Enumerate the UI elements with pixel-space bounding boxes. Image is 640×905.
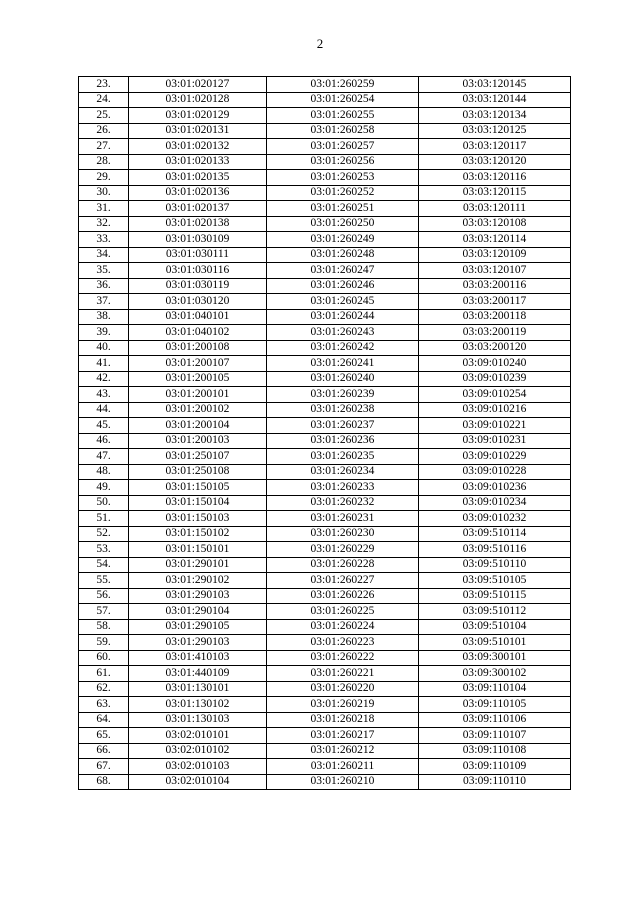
code-cell-col2: 03:01:260212 xyxy=(267,743,419,759)
page-number: 2 xyxy=(316,36,324,51)
table-row xyxy=(79,418,571,434)
code-cell-col3: 03:09:510105 xyxy=(419,573,571,589)
code-cell-col1: 03:01:130101 xyxy=(129,681,267,697)
code-cell-col3: 03:09:510104 xyxy=(419,619,571,635)
row-number-cell: 51. xyxy=(79,511,129,527)
code-cell-col3: 03:09:300102 xyxy=(419,666,571,682)
table-row xyxy=(79,650,571,666)
table-row xyxy=(79,108,571,124)
code-cell-col3: 03:09:110105 xyxy=(419,697,571,713)
table-row xyxy=(79,495,571,511)
row-number-cell: 28. xyxy=(79,154,129,170)
table-row xyxy=(79,263,571,279)
code-cell-col2: 03:01:260238 xyxy=(267,402,419,418)
row-number-cell: 54. xyxy=(79,557,129,573)
code-cell-col1: 03:01:030111 xyxy=(129,247,267,263)
code-cell-col2: 03:01:260243 xyxy=(267,325,419,341)
code-cell-col1: 03:01:020128 xyxy=(129,92,267,108)
code-cell-col3: 03:03:200119 xyxy=(419,325,571,341)
code-cell-col1: 03:01:150104 xyxy=(129,495,267,511)
row-number-cell: 68. xyxy=(79,774,129,790)
code-cell-col1: 03:01:200104 xyxy=(129,418,267,434)
code-cell-col2: 03:01:260230 xyxy=(267,526,419,542)
code-cell-col2: 03:01:260211 xyxy=(267,759,419,775)
row-number-cell: 50. xyxy=(79,495,129,511)
table-row xyxy=(79,387,571,403)
row-number-cell: 25. xyxy=(79,108,129,124)
row-number-cell: 35. xyxy=(79,263,129,279)
code-cell-col2: 03:01:260220 xyxy=(267,681,419,697)
code-cell-col1: 03:01:150101 xyxy=(129,542,267,558)
row-number-cell: 53. xyxy=(79,542,129,558)
code-cell-col1: 03:01:410103 xyxy=(129,650,267,666)
row-number-cell: 41. xyxy=(79,356,129,372)
code-cell-col1: 03:01:250108 xyxy=(129,464,267,480)
code-cell-col2: 03:01:260253 xyxy=(267,170,419,186)
table-row xyxy=(79,635,571,651)
table-row xyxy=(79,511,571,527)
row-number-cell: 59. xyxy=(79,635,129,651)
code-cell-col1: 03:01:030116 xyxy=(129,263,267,279)
code-cell-col1: 03:01:020137 xyxy=(129,201,267,217)
code-cell-col2: 03:01:260252 xyxy=(267,185,419,201)
code-cell-col1: 03:01:290104 xyxy=(129,604,267,620)
row-number-cell: 63. xyxy=(79,697,129,713)
row-number-cell: 64. xyxy=(79,712,129,728)
table-row xyxy=(79,92,571,108)
row-number-cell: 29. xyxy=(79,170,129,186)
code-cell-col3: 03:09:510101 xyxy=(419,635,571,651)
code-cell-col2: 03:01:260236 xyxy=(267,433,419,449)
row-number-cell: 24. xyxy=(79,92,129,108)
code-cell-col1: 03:01:030120 xyxy=(129,294,267,310)
code-cell-col1: 03:01:200107 xyxy=(129,356,267,372)
code-cell-col3: 03:03:120114 xyxy=(419,232,571,248)
code-cell-col1: 03:01:020132 xyxy=(129,139,267,155)
row-number-cell: 55. xyxy=(79,573,129,589)
row-number-cell: 49. xyxy=(79,480,129,496)
code-cell-col3: 03:09:110104 xyxy=(419,681,571,697)
table-row xyxy=(79,77,571,93)
code-cell-col3: 03:09:110110 xyxy=(419,774,571,790)
code-cell-col3: 03:09:010231 xyxy=(419,433,571,449)
code-cell-col2: 03:01:260235 xyxy=(267,449,419,465)
code-cell-col1: 03:01:150102 xyxy=(129,526,267,542)
code-cell-col2: 03:01:260233 xyxy=(267,480,419,496)
code-cell-col1: 03:01:020129 xyxy=(129,108,267,124)
code-cell-col2: 03:01:260239 xyxy=(267,387,419,403)
table-body xyxy=(79,77,571,790)
code-cell-col2: 03:01:260258 xyxy=(267,123,419,139)
code-cell-col3: 03:03:200118 xyxy=(419,309,571,325)
row-number-cell: 58. xyxy=(79,619,129,635)
table-row xyxy=(79,666,571,682)
code-cell-col1: 03:01:020133 xyxy=(129,154,267,170)
code-cell-col2: 03:01:260251 xyxy=(267,201,419,217)
code-cell-col3: 03:09:010240 xyxy=(419,356,571,372)
code-cell-col1: 03:01:290103 xyxy=(129,588,267,604)
table-row xyxy=(79,433,571,449)
data-table xyxy=(78,76,571,790)
table-row xyxy=(79,371,571,387)
table-row xyxy=(79,309,571,325)
table-row xyxy=(79,464,571,480)
code-cell-col1: 03:02:010102 xyxy=(129,743,267,759)
code-cell-col1: 03:01:020135 xyxy=(129,170,267,186)
code-cell-col3: 03:09:010232 xyxy=(419,511,571,527)
code-cell-col1: 03:01:040101 xyxy=(129,309,267,325)
table-row xyxy=(79,728,571,744)
row-number-cell: 47. xyxy=(79,449,129,465)
row-number-cell: 48. xyxy=(79,464,129,480)
code-cell-col1: 03:01:150103 xyxy=(129,511,267,527)
row-number-cell: 66. xyxy=(79,743,129,759)
code-cell-col1: 03:01:130103 xyxy=(129,712,267,728)
table-row xyxy=(79,247,571,263)
code-cell-col1: 03:01:200101 xyxy=(129,387,267,403)
table-row xyxy=(79,759,571,775)
table-row xyxy=(79,619,571,635)
code-cell-col1: 03:01:200102 xyxy=(129,402,267,418)
row-number-cell: 52. xyxy=(79,526,129,542)
code-cell-col3: 03:09:510112 xyxy=(419,604,571,620)
code-cell-col1: 03:01:440109 xyxy=(129,666,267,682)
code-cell-col3: 03:09:010234 xyxy=(419,495,571,511)
code-cell-col3: 03:09:110107 xyxy=(419,728,571,744)
table-row xyxy=(79,681,571,697)
row-number-cell: 40. xyxy=(79,340,129,356)
code-cell-col3: 03:09:510110 xyxy=(419,557,571,573)
code-cell-col1: 03:02:010104 xyxy=(129,774,267,790)
code-cell-col1: 03:01:040102 xyxy=(129,325,267,341)
code-cell-col2: 03:01:260227 xyxy=(267,573,419,589)
code-cell-col3: 03:03:120145 xyxy=(419,77,571,93)
row-number-cell: 23. xyxy=(79,77,129,93)
code-cell-col3: 03:03:120144 xyxy=(419,92,571,108)
code-cell-col1: 03:01:130102 xyxy=(129,697,267,713)
code-cell-col3: 03:03:120111 xyxy=(419,201,571,217)
row-number-cell: 38. xyxy=(79,309,129,325)
code-cell-col3: 03:03:120109 xyxy=(419,247,571,263)
code-cell-col1: 03:01:200103 xyxy=(129,433,267,449)
code-cell-col3: 03:03:120108 xyxy=(419,216,571,232)
table-row xyxy=(79,294,571,310)
table-row xyxy=(79,232,571,248)
code-cell-col3: 03:03:120134 xyxy=(419,108,571,124)
row-number-cell: 60. xyxy=(79,650,129,666)
code-cell-col2: 03:01:260226 xyxy=(267,588,419,604)
code-cell-col3: 03:09:010236 xyxy=(419,480,571,496)
code-cell-col2: 03:01:260217 xyxy=(267,728,419,744)
code-cell-col3: 03:09:010228 xyxy=(419,464,571,480)
code-cell-col2: 03:01:260228 xyxy=(267,557,419,573)
table-row xyxy=(79,712,571,728)
code-cell-col3: 03:03:200120 xyxy=(419,340,571,356)
table-row xyxy=(79,542,571,558)
row-number-cell: 37. xyxy=(79,294,129,310)
row-number-cell: 36. xyxy=(79,278,129,294)
code-cell-col1: 03:01:250107 xyxy=(129,449,267,465)
row-number-cell: 34. xyxy=(79,247,129,263)
code-cell-col1: 03:01:150105 xyxy=(129,480,267,496)
row-number-cell: 61. xyxy=(79,666,129,682)
code-cell-col2: 03:01:260246 xyxy=(267,278,419,294)
code-cell-col3: 03:03:120125 xyxy=(419,123,571,139)
row-number-cell: 45. xyxy=(79,418,129,434)
code-cell-col1: 03:01:030109 xyxy=(129,232,267,248)
code-cell-col2: 03:01:260248 xyxy=(267,247,419,263)
code-cell-col2: 03:01:260257 xyxy=(267,139,419,155)
table-row xyxy=(79,185,571,201)
row-number-cell: 46. xyxy=(79,433,129,449)
table-row xyxy=(79,743,571,759)
code-cell-col2: 03:01:260232 xyxy=(267,495,419,511)
code-cell-col2: 03:01:260234 xyxy=(267,464,419,480)
code-cell-col1: 03:01:030119 xyxy=(129,278,267,294)
code-cell-col1: 03:01:200105 xyxy=(129,371,267,387)
code-cell-col1: 03:01:020131 xyxy=(129,123,267,139)
code-cell-col1: 03:01:020138 xyxy=(129,216,267,232)
row-number-cell: 33. xyxy=(79,232,129,248)
code-cell-col2: 03:01:260245 xyxy=(267,294,419,310)
row-number-cell: 56. xyxy=(79,588,129,604)
row-number-cell: 42. xyxy=(79,371,129,387)
code-cell-col2: 03:01:260254 xyxy=(267,92,419,108)
code-cell-col3: 03:03:120116 xyxy=(419,170,571,186)
code-cell-col3: 03:03:200117 xyxy=(419,294,571,310)
row-number-cell: 43. xyxy=(79,387,129,403)
code-cell-col2: 03:01:260242 xyxy=(267,340,419,356)
code-cell-col2: 03:01:260244 xyxy=(267,309,419,325)
code-cell-col2: 03:01:260229 xyxy=(267,542,419,558)
table-row xyxy=(79,216,571,232)
code-cell-col3: 03:09:010254 xyxy=(419,387,571,403)
code-cell-col2: 03:01:260224 xyxy=(267,619,419,635)
code-cell-col2: 03:01:260240 xyxy=(267,371,419,387)
table-row xyxy=(79,325,571,341)
code-cell-col2: 03:01:260249 xyxy=(267,232,419,248)
code-cell-col2: 03:01:260225 xyxy=(267,604,419,620)
row-number-cell: 39. xyxy=(79,325,129,341)
code-cell-col2: 03:01:260256 xyxy=(267,154,419,170)
code-cell-col2: 03:01:260237 xyxy=(267,418,419,434)
row-number-cell: 57. xyxy=(79,604,129,620)
table-row xyxy=(79,402,571,418)
row-number-cell: 67. xyxy=(79,759,129,775)
code-cell-col2: 03:01:260210 xyxy=(267,774,419,790)
code-cell-col1: 03:01:020136 xyxy=(129,185,267,201)
code-cell-col2: 03:01:260250 xyxy=(267,216,419,232)
code-cell-col1: 03:01:200108 xyxy=(129,340,267,356)
table-row xyxy=(79,604,571,620)
row-number-cell: 32. xyxy=(79,216,129,232)
row-number-cell: 30. xyxy=(79,185,129,201)
code-cell-col2: 03:01:260231 xyxy=(267,511,419,527)
row-number-cell: 44. xyxy=(79,402,129,418)
code-cell-col1: 03:01:290103 xyxy=(129,635,267,651)
code-cell-col3: 03:03:120117 xyxy=(419,139,571,155)
table-row xyxy=(79,154,571,170)
code-cell-col2: 03:01:260259 xyxy=(267,77,419,93)
code-cell-col3: 03:09:110106 xyxy=(419,712,571,728)
table-row xyxy=(79,697,571,713)
row-number-cell: 26. xyxy=(79,123,129,139)
code-cell-col2: 03:01:260219 xyxy=(267,697,419,713)
code-cell-col2: 03:01:260223 xyxy=(267,635,419,651)
table-row xyxy=(79,340,571,356)
row-number-cell: 27. xyxy=(79,139,129,155)
code-cell-col3: 03:09:510115 xyxy=(419,588,571,604)
code-cell-col3: 03:09:010239 xyxy=(419,371,571,387)
code-cell-col3: 03:09:010221 xyxy=(419,418,571,434)
code-cell-col2: 03:01:260255 xyxy=(267,108,419,124)
table-row xyxy=(79,480,571,496)
code-cell-col3: 03:09:300101 xyxy=(419,650,571,666)
code-cell-col1: 03:02:010103 xyxy=(129,759,267,775)
code-cell-col3: 03:09:510114 xyxy=(419,526,571,542)
code-cell-col1: 03:01:290101 xyxy=(129,557,267,573)
code-cell-col3: 03:09:110109 xyxy=(419,759,571,775)
row-number-cell: 31. xyxy=(79,201,129,217)
code-cell-col3: 03:03:200116 xyxy=(419,278,571,294)
code-cell-col3: 03:03:120115 xyxy=(419,185,571,201)
code-cell-col2: 03:01:260241 xyxy=(267,356,419,372)
table-row xyxy=(79,201,571,217)
table-row xyxy=(79,588,571,604)
table-row xyxy=(79,449,571,465)
table-row xyxy=(79,278,571,294)
code-cell-col1: 03:01:290105 xyxy=(129,619,267,635)
table-row xyxy=(79,774,571,790)
code-cell-col3: 03:09:010216 xyxy=(419,402,571,418)
code-cell-col3: 03:09:510116 xyxy=(419,542,571,558)
table-row xyxy=(79,526,571,542)
code-cell-col1: 03:01:290102 xyxy=(129,573,267,589)
code-cell-col2: 03:01:260222 xyxy=(267,650,419,666)
table-row xyxy=(79,139,571,155)
code-cell-col2: 03:01:260247 xyxy=(267,263,419,279)
row-number-cell: 65. xyxy=(79,728,129,744)
code-cell-col1: 03:02:010101 xyxy=(129,728,267,744)
table-row xyxy=(79,170,571,186)
table-row xyxy=(79,123,571,139)
table-row xyxy=(79,573,571,589)
code-cell-col3: 03:03:120107 xyxy=(419,263,571,279)
row-number-cell: 62. xyxy=(79,681,129,697)
table-row xyxy=(79,557,571,573)
code-cell-col2: 03:01:260221 xyxy=(267,666,419,682)
code-cell-col3: 03:09:110108 xyxy=(419,743,571,759)
code-cell-col1: 03:01:020127 xyxy=(129,77,267,93)
code-cell-col3: 03:09:010229 xyxy=(419,449,571,465)
code-cell-col3: 03:03:120120 xyxy=(419,154,571,170)
code-cell-col2: 03:01:260218 xyxy=(267,712,419,728)
table-row xyxy=(79,356,571,372)
